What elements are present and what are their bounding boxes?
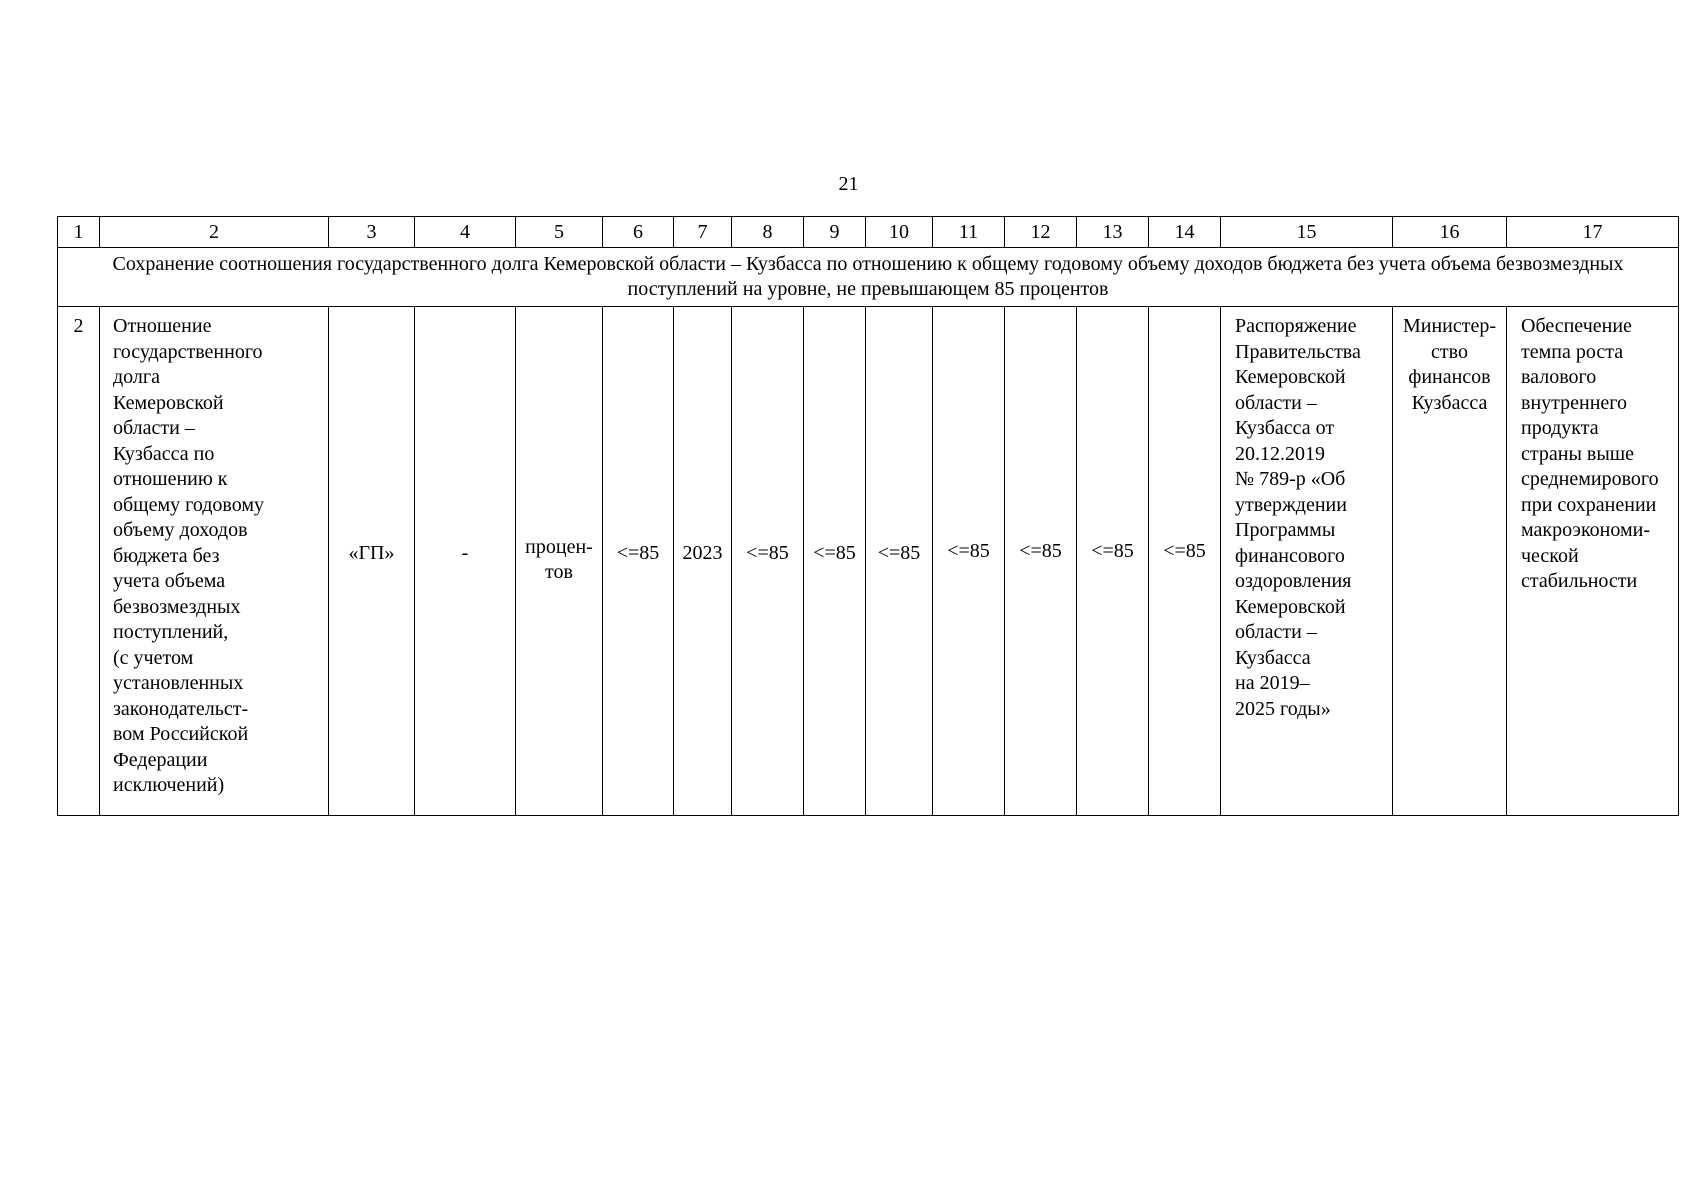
column-number-header: 17 xyxy=(1507,217,1679,248)
section-row xyxy=(58,248,1679,307)
value-col-13: <=85 xyxy=(1077,307,1149,816)
column-number-header: 8 xyxy=(732,217,804,248)
section-title: Сохранение соотношения государственного долга Кемеровской области – Кузбасса по отношению к общему годовому объему доходов бюджета без учета объема безвозмездных поступлений на уровне, не превышающем 85 процентов xyxy=(58,248,1679,307)
value-col-9: <=85 xyxy=(804,307,866,816)
column-number-header: 11 xyxy=(933,217,1005,248)
indicators-table xyxy=(57,216,1679,816)
value-col-12: <=85 xyxy=(1005,307,1077,816)
column-number-header: 5 xyxy=(516,217,603,248)
page-number: 21 xyxy=(838,173,859,195)
column-number-header: 2 xyxy=(100,217,329,248)
column-number-header: 3 xyxy=(329,217,415,248)
column-number-header: 9 xyxy=(804,217,866,248)
unit-of-measure: процен- тов xyxy=(516,307,603,816)
column-number-header: 15 xyxy=(1221,217,1393,248)
column-4-value: - xyxy=(415,307,516,816)
base-year: 2023 xyxy=(674,307,732,816)
column-number-header: 4 xyxy=(415,217,516,248)
table-row xyxy=(58,307,1679,816)
column-number-header: 1 xyxy=(58,217,100,248)
column-number-header: 14 xyxy=(1149,217,1221,248)
normative-document: Распоряжение Правительства Кемеровской области – Кузбасса от 20.12.2019 № 789-р «Об утверждении Программы финансового оздоровления Кемеровской области – Кузбасса на 2019– 2025 годы» xyxy=(1221,307,1393,816)
column-number-header: 6 xyxy=(603,217,674,248)
value-col-14: <=85 xyxy=(1149,307,1221,816)
column-number-header: 16 xyxy=(1393,217,1507,248)
row-number: 2 xyxy=(58,307,100,816)
responsible-body: Министер- ство финансов Кузбасса xyxy=(1393,307,1507,816)
column-number-header: 7 xyxy=(674,217,732,248)
column-number-header: 13 xyxy=(1077,217,1149,248)
base-value: <=85 xyxy=(603,307,674,816)
indicator-type: «ГП» xyxy=(329,307,415,816)
value-col-8: <=85 xyxy=(732,307,804,816)
indicator-name: Отношение государственного долга Кемеровской области – Кузбасса по отношению к общему годовому объему доходов бюджета без учета объема безвозмездных поступлений, (с учетом установленных законодательст- вом Российской Федерации исключений) xyxy=(100,307,329,816)
column-number-header: 10 xyxy=(866,217,933,248)
column-number-row xyxy=(58,217,1679,248)
value-col-11: <=85 xyxy=(933,307,1005,816)
column-number-header: 12 xyxy=(1005,217,1077,248)
goal-description: Обеспечение темпа роста валового внутреннего продукта страны выше среднемирового при сохранении макроэкономи- ческой стабильности xyxy=(1507,307,1679,816)
value-col-10: <=85 xyxy=(866,307,933,816)
